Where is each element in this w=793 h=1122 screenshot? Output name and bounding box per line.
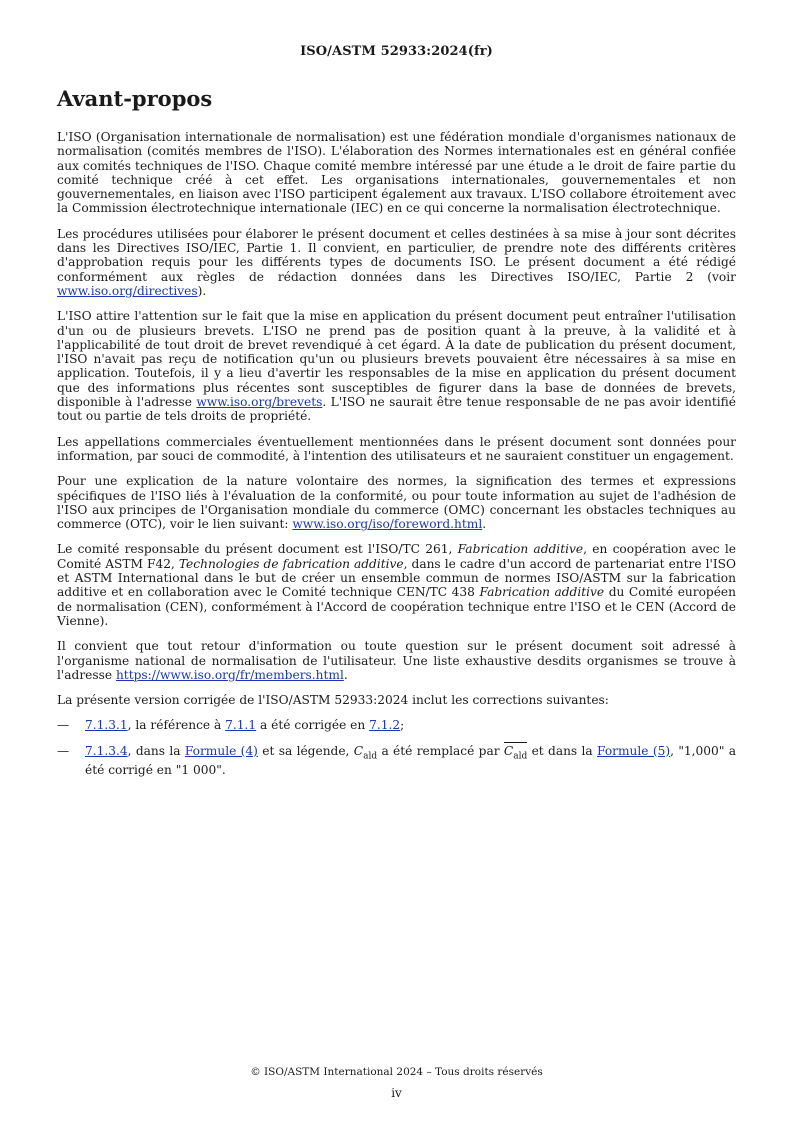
page-number: iv <box>391 1086 402 1100</box>
link-clause-7-1-2[interactable]: 7.1.2 <box>369 718 401 733</box>
paragraph-iso-intro: L'ISO (Organisation internationale de normalisation) est une fédération mondiale d'organismes nationaux de normalisation (comités membres de l'ISO). L'élaboration des Normes internationales est en général confiée aux comités techniques de l'ISO. Chaque comité membre intéressé par une étude a le droit de faire partie du comité technique créé à cet effet. Les organisations internationales, gouvernementales et non gouvernementales, en liaison avec l'ISO participent également aux travaux. L'ISO collabore étroitement avec la Commission électrotechnique internationale (IEC) en ce qui concerne la normalisation électrotechnique. <box>57 130 736 216</box>
paragraph-corrections-intro: La présente version corrigée de l'ISO/ASTM 52933:2024 inclut les corrections suivantes: <box>57 693 609 708</box>
correction-item-2: — 7.1.3.4, dans la Formule (4) et sa légende, $C_{ald}$ a été remplacé par $C_{ald}$ et dans la Formule (5), "1,000" a été corrigé en "1 000". <box>57 743 737 778</box>
link-clause-7-1-3-4[interactable]: 7.1.3.4 <box>85 743 128 758</box>
foreword-body <box>57 130 736 789</box>
link-clause-7-1-1[interactable]: 7.1.1 <box>225 718 257 733</box>
paragraph-feedback: Il convient que tout retour d'information ou toute question sur le présent document soit adressé à l'organisme national de normalisation de l'utilisateur. Une liste exhaustive desdits organismes se trouve à l'adresse https://www.iso.org/fr/members.html. <box>57 639 736 682</box>
symbol-c-ald-mean: $C_{ald}$ <box>503 743 528 762</box>
list-dash: — <box>57 743 70 758</box>
correction-item-1: — 7.1.3.1, la référence à 7.1.1 a été corrigée en 7.1.2; <box>57 718 405 733</box>
link-foreword[interactable]: www.iso.org/iso/foreword.html <box>292 517 483 532</box>
page-title: Avant-propos <box>57 86 213 111</box>
link-clause-7-1-3-1[interactable]: 7.1.3.1 <box>85 718 128 733</box>
link-directives[interactable]: www.iso.org/directives <box>57 283 198 298</box>
paragraph-procedures: Les procédures utilisées pour élaborer le présent document et celles destinées à sa mise à jour sont décrites dans les Directives ISO/IEC, Partie 1. Il convient, en particulier, de prendre note des différents critères d'approbation requis pour les différents types de documents ISO. Le présent document a été rédigé conformément aux règles de rédaction données dans les Directives ISO/IEC, Partie 2 (voir www.iso.org/directives). <box>57 226 736 298</box>
link-formula-4[interactable]: Formule (4) <box>184 743 258 758</box>
paragraph-voluntary-nature: Pour une explication de la nature volontaire des normes, la signification des termes et expressions spécifiques de l'ISO liés à l'évaluation de la conformité, ou pour toute information au sujet de l'adhésion de l'ISO aux principes de l'Organisation mondiale du commerce (OMC) concernant les obstacles techniques au commerce (OTC), voir le lien suivant: www.iso.org/iso/foreword.html. <box>57 474 736 532</box>
link-members[interactable]: https://www.iso.org/fr/members.html <box>115 667 344 682</box>
link-patents[interactable]: www.iso.org/brevets <box>196 395 323 410</box>
symbol-c-ald: $C_{ald}$ <box>353 743 378 762</box>
link-formula-5[interactable]: Formule (5) <box>597 743 671 758</box>
copyright-footer: © ISO/ASTM International 2024 – Tous droits réservés <box>250 1066 543 1078</box>
paragraph-patents: L'ISO attire l'attention sur le fait que la mise en application du présent document peut entraîner l'utilisation d'un ou de plusieurs brevets. L'ISO ne prend pas de position quant à la preuve, à la validité et à l'applicabilité de tout droit de brevet revendiqué à cet égard. À la date de publication du présent document, l'ISO n'avait pas reçu de notification qu'un ou plusieurs brevets pouvaient être nécessaires à sa mise en application. Toutefois, il y a lieu d'avertir les responsables de la mise en application du présent document que des informations plus récentes sont susceptibles de figurer dans la base de données de brevets, disponible à l'adresse www.iso.org/brevets. L'ISO ne saurait être tenue responsable de ne pas avoir identifié tout ou partie de tels droits de propriété. <box>57 309 736 424</box>
document-id-header: ISO/ASTM 52933:2024(fr) <box>300 44 493 59</box>
paragraph-trade-names: Les appellations commerciales éventuellement mentionnées dans le présent document sont données pour information, par souci de commodité, à l'intention des utilisateurs et ne sauraient constituer un engagement. <box>57 434 736 463</box>
paragraph-committee: Le comité responsable du présent document est l'ISO/TC 261, Fabrication additive, en coopération avec le Comité ASTM F42, Technologies de fabrication additive, dans le cadre d'un accord de partenariat entre l'ISO et ASTM International dans le but de créer un ensemble commun de normes ISO/ASTM sur la fabrication additive et en collaboration avec le Comité technique CEN/TC 438 Fabrication additive du Comité européen de normalisation (CEN), conformément à l'Accord de coopération technique entre l'ISO et le CEN (Accord de Vienne). <box>57 542 737 628</box>
list-dash: — <box>57 718 70 733</box>
